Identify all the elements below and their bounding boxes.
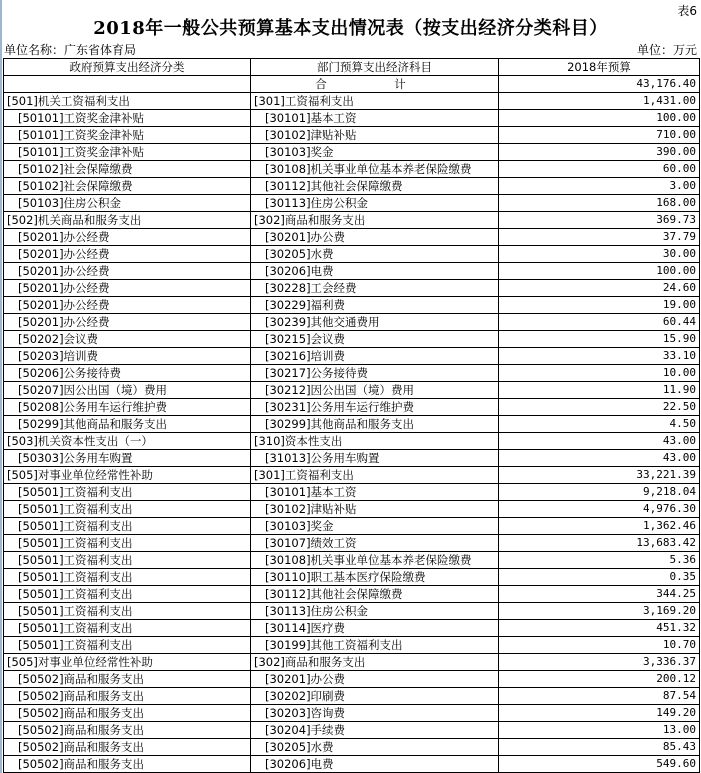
gov-class-cell: [50102]社会保障缴费 (4, 161, 251, 178)
table-row (4, 246, 700, 263)
dept-subject-cell: [30103]奖金 (251, 144, 499, 161)
gov-class-cell: [50201]办公经费 (4, 280, 251, 297)
table-row (4, 280, 700, 297)
table-row (4, 382, 700, 399)
table-row (4, 552, 700, 569)
budget-value-cell: 43.00 (499, 450, 700, 467)
gov-class-cell: [50501]工资福利支出 (4, 535, 251, 552)
table-row (4, 603, 700, 620)
dept-subject-cell: [30113]住房公积金 (251, 603, 499, 620)
gov-class-cell: [50203]培训费 (4, 348, 251, 365)
dept-subject-cell: [30202]印刷费 (251, 688, 499, 705)
dept-subject-cell: [30113]住房公积金 (251, 195, 499, 212)
currency-unit: 单位：万元 (636, 43, 697, 57)
budget-value-cell: 37.79 (499, 229, 700, 246)
window-edge (0, 0, 2, 773)
dept-subject-cell: [30114]医疗费 (251, 620, 499, 637)
table-number: 表6 (677, 4, 697, 18)
table-row (4, 127, 700, 144)
total-label: 合 计 (251, 76, 499, 93)
table-row (4, 110, 700, 127)
gov-class-cell: [50501]工资福利支出 (4, 518, 251, 535)
budget-value-cell: 549.60 (499, 756, 700, 773)
budget-value-cell: 3.00 (499, 178, 700, 195)
dept-subject-cell: [30212]因公出国（境）费用 (251, 382, 499, 399)
budget-value-cell: 60.44 (499, 314, 700, 331)
table-row (4, 501, 700, 518)
gov-class-cell: [505]对事业单位经常性补助 (4, 467, 251, 484)
total-value: 43,176.40 (499, 76, 700, 93)
budget-value-cell: 149.20 (499, 705, 700, 722)
budget-value-cell: 4.50 (499, 416, 700, 433)
total-row (4, 76, 700, 93)
gov-class-cell: [50501]工资福利支出 (4, 501, 251, 518)
header-dept-subject: 部门预算支出经济科目 (251, 59, 499, 76)
dept-subject-cell: [302]商品和服务支出 (251, 212, 499, 229)
table-row (4, 178, 700, 195)
gov-class-cell: [50502]商品和服务支出 (4, 756, 251, 773)
gov-class-cell: [50502]商品和服务支出 (4, 705, 251, 722)
dept-subject-cell: [302]商品和服务支出 (251, 654, 499, 671)
gov-class-cell: [50206]公务接待费 (4, 365, 251, 382)
budget-value-cell: 344.25 (499, 586, 700, 603)
dept-subject-cell: [30112]其他社会保障缴费 (251, 178, 499, 195)
gov-class-cell: [50101]工资奖金津补贴 (4, 144, 251, 161)
budget-value-cell: 19.00 (499, 297, 700, 314)
dept-subject-cell: [30206]电费 (251, 263, 499, 280)
budget-value-cell: 30.00 (499, 246, 700, 263)
budget-value-cell: 10.00 (499, 365, 700, 382)
gov-class-cell: [50501]工资福利支出 (4, 637, 251, 654)
gov-class-cell: [50202]会议费 (4, 331, 251, 348)
table-row (4, 229, 700, 246)
dept-subject-cell: [30102]津贴补贴 (251, 127, 499, 144)
budget-value-cell: 24.60 (499, 280, 700, 297)
dept-subject-cell: [30216]培训费 (251, 348, 499, 365)
budget-value-cell: 13.00 (499, 722, 700, 739)
budget-value-cell: 22.50 (499, 399, 700, 416)
meta-line (4, 41, 697, 57)
dept-subject-cell: [30204]手续费 (251, 722, 499, 739)
table-row (4, 518, 700, 535)
gov-class-cell: [50501]工资福利支出 (4, 603, 251, 620)
dept-subject-cell: [30201]办公费 (251, 229, 499, 246)
table-row (4, 739, 700, 756)
budget-value-cell: 100.00 (499, 110, 700, 127)
budget-value-cell: 9,218.04 (499, 484, 700, 501)
gov-class-cell: [50501]工资福利支出 (4, 552, 251, 569)
table-row (4, 688, 700, 705)
dept-subject-cell: [301]工资福利支出 (251, 467, 499, 484)
dept-subject-cell: [30108]机关事业单位基本养老保险缴费 (251, 552, 499, 569)
table-row (4, 586, 700, 603)
budget-value-cell: 13,683.42 (499, 535, 700, 552)
gov-class-cell: [50501]工资福利支出 (4, 620, 251, 637)
budget-value-cell: 87.54 (499, 688, 700, 705)
table-row (4, 416, 700, 433)
table-row (4, 484, 700, 501)
dept-subject-cell: [31013]公务用车购置 (251, 450, 499, 467)
table-row (4, 314, 700, 331)
table-row (4, 620, 700, 637)
header-row (4, 59, 700, 76)
table-row (4, 93, 700, 110)
dept-subject-cell: [30101]基本工资 (251, 110, 499, 127)
table-row (4, 144, 700, 161)
table-row (4, 433, 700, 450)
dept-subject-cell: [30217]公务接待费 (251, 365, 499, 382)
gov-class-cell: [50502]商品和服务支出 (4, 739, 251, 756)
table-row (4, 535, 700, 552)
budget-value-cell: 3,169.20 (499, 603, 700, 620)
table-row (4, 569, 700, 586)
header-gov-class: 政府预算支出经济分类 (4, 59, 251, 76)
budget-value-cell: 11.90 (499, 382, 700, 399)
table-row (4, 348, 700, 365)
dept-subject-cell: [30103]奖金 (251, 518, 499, 535)
table-row (4, 756, 700, 773)
dept-subject-cell: [30102]津贴补贴 (251, 501, 499, 518)
table-row (4, 467, 700, 484)
budget-value-cell: 43.00 (499, 433, 700, 450)
gov-class-cell: [50201]办公经费 (4, 246, 251, 263)
budget-table (3, 58, 700, 773)
budget-value-cell: 85.43 (499, 739, 700, 756)
budget-value-cell: 451.32 (499, 620, 700, 637)
gov-class-cell: [505]对事业单位经常性补助 (4, 654, 251, 671)
gov-class-cell: [50208]公务用车运行维护费 (4, 399, 251, 416)
dept-subject-cell: [310]资本性支出 (251, 433, 499, 450)
dept-subject-cell: [30229]福利费 (251, 297, 499, 314)
table-row (4, 637, 700, 654)
gov-class-cell: [50502]商品和服务支出 (4, 722, 251, 739)
gov-class-cell: [50303]公务用车购置 (4, 450, 251, 467)
gov-class-cell: [50201]办公经费 (4, 263, 251, 280)
dept-subject-cell: [30107]绩效工资 (251, 535, 499, 552)
gov-class-cell: [50502]商品和服务支出 (4, 671, 251, 688)
table-row (4, 212, 700, 229)
gov-class-cell: [50201]办公经费 (4, 314, 251, 331)
budget-value-cell: 710.00 (499, 127, 700, 144)
budget-value-cell: 3,336.37 (499, 654, 700, 671)
gov-class-cell: [501]机关工资福利支出 (4, 93, 251, 110)
table-row (4, 263, 700, 280)
budget-value-cell: 60.00 (499, 161, 700, 178)
dept-subject-cell: [30199]其他工资福利支出 (251, 637, 499, 654)
table-row (4, 705, 700, 722)
dept-subject-cell: [30299]其他商品和服务支出 (251, 416, 499, 433)
table-row (4, 450, 700, 467)
table-row (4, 399, 700, 416)
dept-subject-cell: [30205]水费 (251, 246, 499, 263)
dept-subject-cell: [30206]电费 (251, 756, 499, 773)
budget-value-cell: 4,976.30 (499, 501, 700, 518)
gov-class-cell: [50502]商品和服务支出 (4, 688, 251, 705)
header-budget: 2018年预算 (499, 59, 700, 76)
dept-subject-cell: [30228]工会经费 (251, 280, 499, 297)
dept-subject-cell: [30110]职工基本医疗保险缴费 (251, 569, 499, 586)
dept-subject-cell: [30215]会议费 (251, 331, 499, 348)
table-row (4, 722, 700, 739)
gov-class-cell: [50501]工资福利支出 (4, 586, 251, 603)
gov-class-cell: [502]机关商品和服务支出 (4, 212, 251, 229)
unit-name: 单位名称：广东省体育局 (4, 43, 137, 57)
budget-value-cell: 1,362.46 (499, 518, 700, 535)
dept-subject-cell: [301]工资福利支出 (251, 93, 499, 110)
table-row (4, 161, 700, 178)
dept-subject-cell: [30112]其他社会保障缴费 (251, 586, 499, 603)
gov-class-cell: [50201]办公经费 (4, 297, 251, 314)
gov-class-cell: [50207]因公出国（境）费用 (4, 382, 251, 399)
table-row (4, 365, 700, 382)
gov-class-cell: [50103]住房公积金 (4, 195, 251, 212)
budget-value-cell: 369.73 (499, 212, 700, 229)
gov-class-cell: [50102]社会保障缴费 (4, 178, 251, 195)
table-row (4, 195, 700, 212)
gov-class-cell: [50501]工资福利支出 (4, 569, 251, 586)
budget-value-cell: 10.70 (499, 637, 700, 654)
budget-value-cell: 168.00 (499, 195, 700, 212)
gov-class-cell: [50501]工资福利支出 (4, 484, 251, 501)
budget-value-cell: 390.00 (499, 144, 700, 161)
page-title: 2018年一般公共预算基本支出情况表（按支出经济分类科目） (93, 18, 608, 39)
table-row (4, 331, 700, 348)
budget-value-cell: 200.12 (499, 671, 700, 688)
budget-value-cell: 1,431.00 (499, 93, 700, 110)
budget-value-cell: 100.00 (499, 263, 700, 280)
budget-value-cell: 33,221.39 (499, 467, 700, 484)
dept-subject-cell: [30101]基本工资 (251, 484, 499, 501)
dept-subject-cell: [30239]其他交通费用 (251, 314, 499, 331)
gov-class-cell: [50299]其他商品和服务支出 (4, 416, 251, 433)
gov-class-cell: [503]机关资本性支出（一） (4, 433, 251, 450)
gov-class-cell: [50201]办公经费 (4, 229, 251, 246)
table-row (4, 671, 700, 688)
budget-value-cell: 15.90 (499, 331, 700, 348)
dept-subject-cell: [30231]公务用车运行维护费 (251, 399, 499, 416)
dept-subject-cell: [30108]机关事业单位基本养老保险缴费 (251, 161, 499, 178)
budget-value-cell: 5.36 (499, 552, 700, 569)
total-empty-cell (4, 76, 251, 93)
dept-subject-cell: [30205]水费 (251, 739, 499, 756)
budget-value-cell: 33.10 (499, 348, 700, 365)
gov-class-cell: [50101]工资奖金津补贴 (4, 110, 251, 127)
gov-class-cell: [50101]工资奖金津补贴 (4, 127, 251, 144)
dept-subject-cell: [30201]办公费 (251, 671, 499, 688)
budget-value-cell: 0.35 (499, 569, 700, 586)
table-row (4, 297, 700, 314)
table-row (4, 654, 700, 671)
dept-subject-cell: [30203]咨询费 (251, 705, 499, 722)
